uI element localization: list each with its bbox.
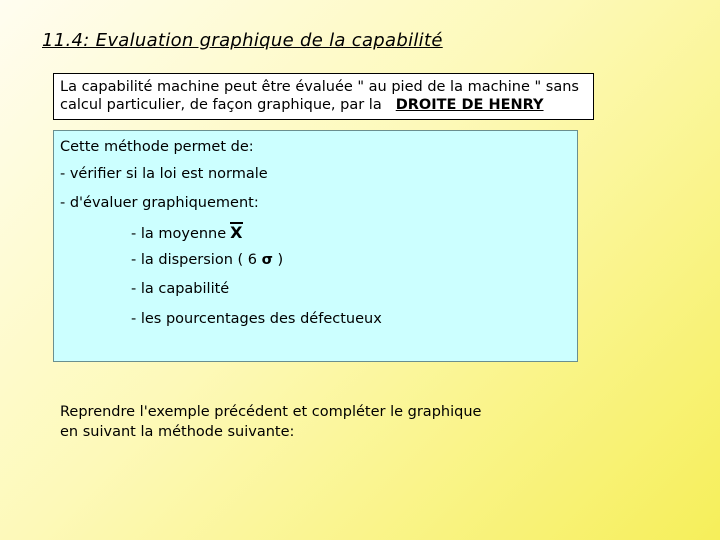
instruction-text xyxy=(60,402,481,442)
method-heading: Cette méthode permet de: xyxy=(60,139,254,155)
instruction-line-1: Reprendre l'exemple précédent et compléter le graphique xyxy=(60,404,482,420)
mean-label: - la moyenne xyxy=(131,226,227,242)
instruction-line-2: en suivant la méthode suivante: xyxy=(60,424,295,440)
method-subitem-defect-percentages: - les pourcentages des défectueux xyxy=(131,311,382,327)
dispersion-close-paren: ) xyxy=(277,252,284,268)
slide-title: 11.4: Evaluation graphique de la capabilité xyxy=(42,30,443,51)
intro-line-2 xyxy=(60,96,587,114)
dispersion-label: - la dispersion ( 6 xyxy=(131,252,257,268)
method-item-graphical-eval: - d'évaluer graphiquement: xyxy=(60,195,259,211)
intro-line-2-text: calcul particulier, de façon graphique, par la xyxy=(60,97,382,113)
method-item-normal-law: - vérifier si la loi est normale xyxy=(60,166,268,182)
method-subitem-mean xyxy=(131,223,243,242)
sigma-symbol: σ xyxy=(261,252,273,268)
method-subitem-dispersion xyxy=(131,252,283,268)
method-subitem-capability: - la capabilité xyxy=(131,281,230,297)
intro-box xyxy=(53,73,594,120)
intro-line-1: La capabilité machine peut être évaluée " au pied de la machine " sans xyxy=(60,79,579,95)
x-bar-symbol: X xyxy=(230,223,243,242)
droite-de-henry-emphasis: DROITE DE HENRY xyxy=(395,97,544,113)
method-box xyxy=(53,130,578,362)
